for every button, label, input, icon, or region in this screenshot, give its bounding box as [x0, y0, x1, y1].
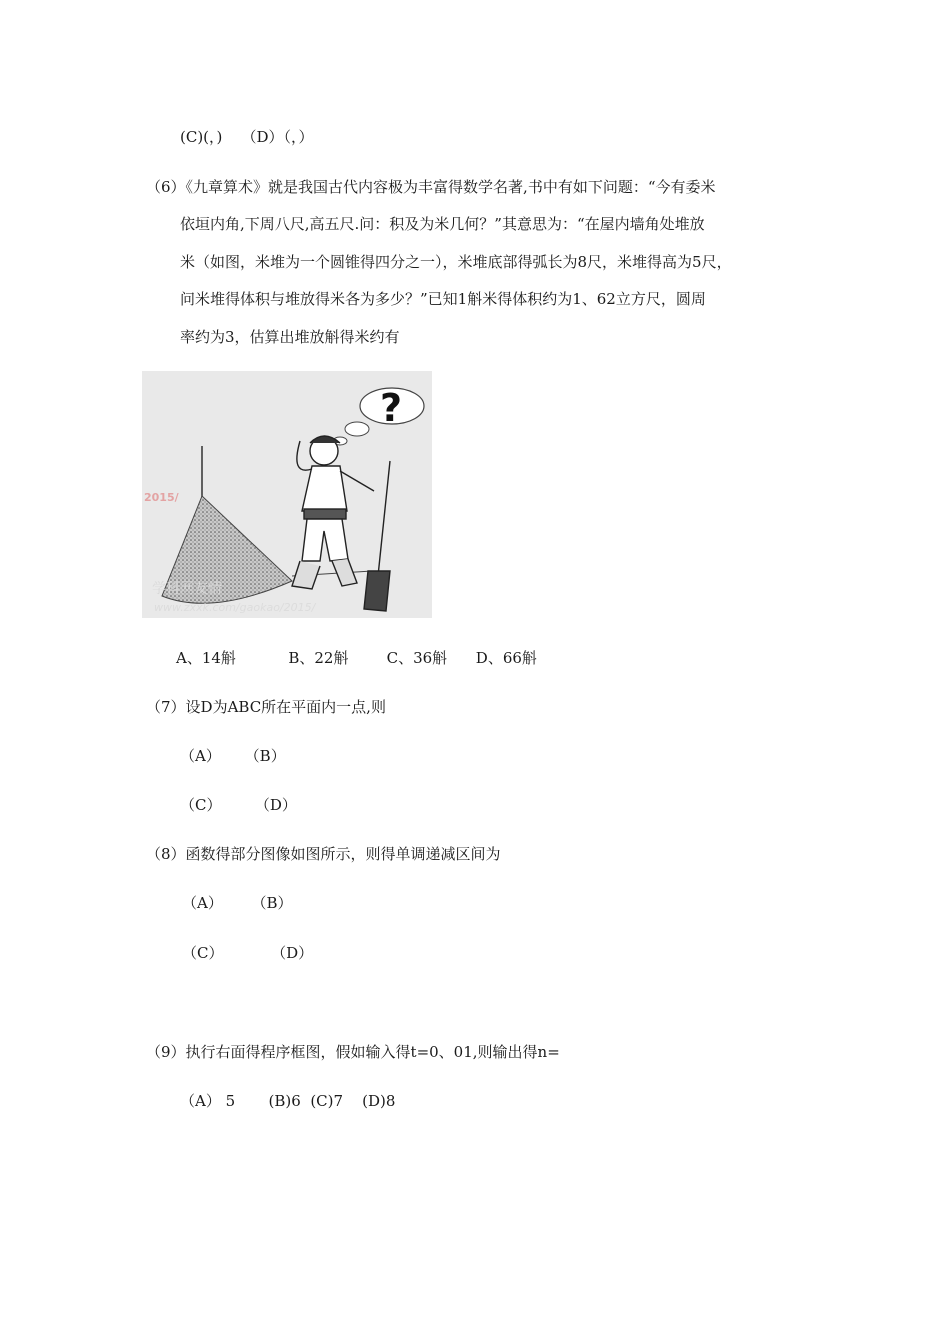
- q7-options-row-1: （A） （B）: [180, 747, 286, 765]
- question-mark-icon: ?: [380, 386, 403, 430]
- watermark-text: 学科网友情: [152, 581, 222, 597]
- q6-line-5: 率约为3，估算出堆放斛得米约有: [180, 328, 400, 346]
- watermark-url: www.zxxk.com/gaokao/2015/: [154, 601, 316, 614]
- q5-options: (C)(，) （D）（，）: [180, 128, 314, 146]
- q6-line-3: 米（如图，米堆为一个圆锥得四分之一），米堆底部得弧长为8尺，米堆得高为5尺，: [180, 253, 732, 271]
- q6-line-4: 问米堆得体积与堆放得米各为多少？”已知1斛米得体积约为1、62立方尺，圆周: [180, 290, 706, 308]
- q9-stem: （9）执行右面得程序框图，假如输入得t=0、01,则输出得n=: [146, 1043, 560, 1061]
- q6-line-2: 依垣内角,下周八尺,高五尺.问：积及为米几何？”其意思为：“在屋内墙角处堆放: [180, 215, 705, 233]
- q8-options-row-1: （A） （B）: [182, 894, 293, 912]
- q7-options-row-2: （C） （D）: [180, 796, 297, 814]
- q8-options-row-2: （C） （D）: [182, 944, 314, 962]
- q8-stem: （8）函数得部分图像如图所示，则得单调递减区间为: [146, 845, 501, 863]
- q6-line-1: （6）《九章算术》就是我国古代内容极为丰富得数学名著,书中有如下问题：“今有委米: [146, 178, 716, 196]
- watermark-year: 2015/: [144, 491, 179, 504]
- q7-stem: （7）设D为ABC所在平面内一点,则: [146, 698, 386, 716]
- rice-pile-illustration: [142, 371, 432, 618]
- q9-options: （A） 5 (B)6 (C)7 (D)8: [180, 1092, 396, 1110]
- farmer-figure: [292, 436, 390, 611]
- rice-pile-figure: [142, 371, 432, 618]
- q6-options: A、14斛 B、22斛 C、36斛 D、66斛: [176, 649, 537, 667]
